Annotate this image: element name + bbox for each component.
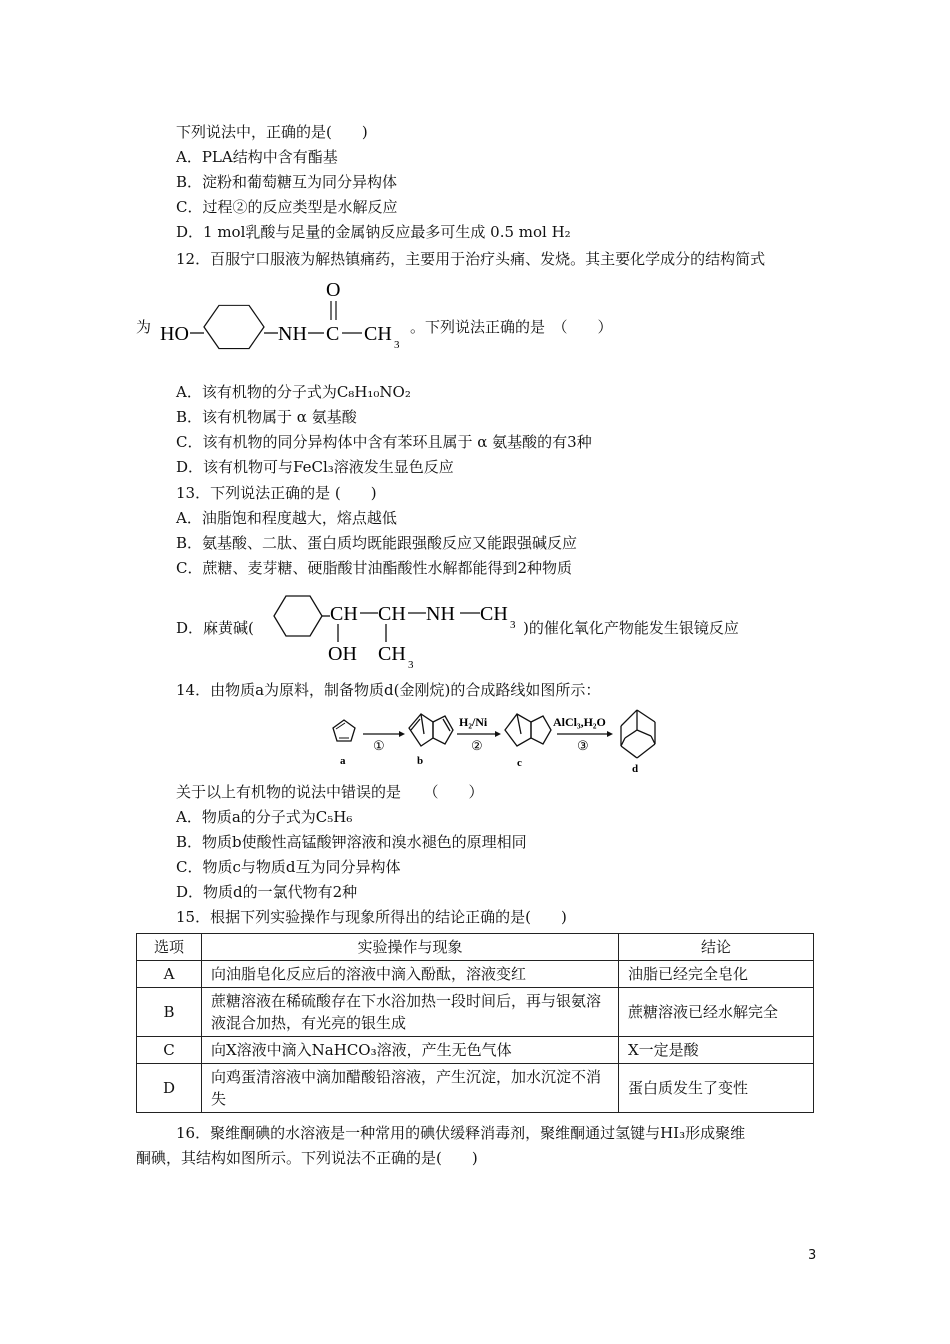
ch3b-label: CH: [378, 643, 406, 665]
q14-option-b: B．物质b使酸性高锰酸钾溶液和溴水褪色的原理相同: [176, 833, 527, 851]
row-conclusion: 蛋白质发生了变性: [619, 1064, 814, 1113]
ch2-label: CH: [378, 603, 406, 625]
tetrahydrodicyclopentadiene-structure: [505, 714, 551, 746]
header-operation: 实验操作与现象: [202, 934, 619, 961]
compound-d-label: d: [632, 763, 639, 775]
row-option: A: [137, 961, 202, 988]
q12-prefix: 为: [136, 318, 152, 336]
benzene-ring: [204, 305, 264, 348]
q12-suffix: 。下列说法正确的是 （ ）: [410, 318, 613, 336]
methyl-subscript: 3: [394, 339, 400, 351]
row-option: D: [137, 1064, 202, 1113]
paracetamol-structure: [158, 280, 418, 356]
q13-stem: 13．下列说法正确的是 ( ): [176, 484, 377, 502]
q12-option-c: C．该有机物的同分异构体中含有苯环且属于 α 氨基酸的有3种: [176, 433, 592, 451]
row-conclusion: 油脂已经完全皂化: [619, 961, 814, 988]
q14-option-d: D．物质d的一氯代物有2种: [176, 883, 358, 901]
step3-reagent: AlCl₃,H₂O: [553, 715, 606, 729]
q12-option-a: A．该有机物的分子式为C₈H₁₀NO₂: [176, 383, 411, 401]
table-row: [137, 1037, 814, 1064]
q15-stem: 15．根据下列实验操作与现象所得出的结论正确的是( ): [176, 908, 567, 926]
arrow-head: [495, 731, 501, 737]
compound-b-label: b: [417, 755, 424, 767]
ho-label: HO: [160, 323, 189, 345]
q14-question: 关于以上有机物的说法中错误的是 （ ）: [176, 783, 484, 801]
row-option: B: [137, 988, 202, 1037]
q16-line1: 16．聚维酮碘的水溶液是一种常用的碘伏缓释消毒剂，聚维酮通过氢键与HI₃形成聚维: [176, 1124, 746, 1142]
carbonyl-o-label: O: [326, 280, 341, 301]
table-row: [137, 988, 814, 1037]
q11-option-a: A．PLA结构中含有酯基: [176, 148, 338, 166]
arrow-head: [607, 731, 613, 737]
row-option: C: [137, 1037, 202, 1064]
nh-label: NH: [278, 323, 307, 345]
q14-option-a: A．物质a的分子式为C₅H₆: [176, 808, 353, 826]
q14-option-c: C．物质c与物质d互为同分异构体: [176, 858, 401, 876]
q15-table: [136, 933, 814, 1113]
compound-a-label: a: [340, 755, 346, 767]
page-number: 3: [808, 1248, 817, 1263]
q16-line2: 酮碘，其结构如图所示。下列说法不正确的是( ): [136, 1149, 478, 1167]
q13-option-c: C．蔗糖、麦芽糖、硬脂酸甘油酯酸性水解都能得到2种物质: [176, 559, 573, 577]
table-header-row: [137, 934, 814, 961]
ch3-subscript: 3: [510, 619, 516, 631]
table-row: [137, 1064, 814, 1113]
row-conclusion: X一定是酸: [619, 1037, 814, 1064]
q11-option-c: C．过程②的反应类型是水解反应: [176, 198, 398, 216]
table-row: [137, 961, 814, 988]
q14-stem: 14．由物质a为原料，制备物质d(金刚烷)的合成路线如图所示：: [176, 681, 601, 699]
step2-label: ②: [471, 738, 483, 753]
adamantane-structure: [621, 710, 655, 758]
row-operation: 向X溶液中滴入NaHCO₃溶液，产生无色气体: [202, 1037, 619, 1064]
q13-option-d-suffix: )的催化氧化产物能发生银镜反应: [523, 619, 739, 637]
row-operation: 蔗糖溶液在稀硫酸存在下水浴加热一段时间后，再与银氨溶液混合加热，有光亮的银生成: [202, 988, 619, 1037]
adamantane-synthesis-scheme: [325, 704, 670, 776]
step3-label: ③: [577, 738, 589, 753]
ephedrine-structure: [264, 588, 526, 672]
benzene-ring: [274, 596, 322, 636]
step1-label: ①: [373, 738, 385, 753]
dicyclopentadiene-structure: [409, 714, 453, 746]
q12-option-b: B．该有机物属于 α 氨基酸: [176, 408, 357, 426]
q13-option-a: A．油脂饱和程度越大，熔点越低: [176, 509, 397, 527]
methyl-label: CH: [364, 323, 392, 345]
compound-c-label: c: [517, 757, 522, 769]
q11-option-d: D．1 mol乳酸与足量的金属钠反应最多可生成 0.5 mol H₂: [176, 223, 571, 241]
oh-label: OH: [328, 643, 357, 665]
nh-label: NH: [426, 603, 455, 625]
q13-option-b: B．氨基酸、二肽、蛋白质均既能跟强酸反应又能跟强碱反应: [176, 534, 578, 552]
ch3b-subscript: 3: [408, 659, 414, 671]
ch1-label: CH: [330, 603, 358, 625]
ch3-label: CH: [480, 603, 508, 625]
row-conclusion: 蔗糖溶液已经水解完全: [619, 988, 814, 1037]
q11-stem: 下列说法中，正确的是( ): [176, 123, 368, 141]
q12-option-d: D．该有机物可与FeCl₃溶液发生显色反应: [176, 458, 454, 476]
arrow-head: [399, 731, 405, 737]
step2-reagent: H₂/Ni: [459, 715, 488, 729]
q12-stem: 12．百服宁口服液为解热镇痛药，主要用于治疗头痛、发烧。其主要化学成分的结构简式: [176, 250, 766, 268]
row-operation: 向油脂皂化反应后的溶液中滴入酚酞，溶液变红: [202, 961, 619, 988]
header-conclusion: 结论: [619, 934, 814, 961]
header-option: 选项: [137, 934, 202, 961]
q13-option-d-prefix: D．麻黄碱(: [176, 619, 254, 637]
q11-option-b: B．淀粉和葡萄糖互为同分异构体: [176, 173, 398, 191]
carbonyl-c-label: C: [326, 323, 340, 345]
row-operation: 向鸡蛋清溶液中滴加醋酸铅溶液，产生沉淀，加水沉淀不消失: [202, 1064, 619, 1113]
